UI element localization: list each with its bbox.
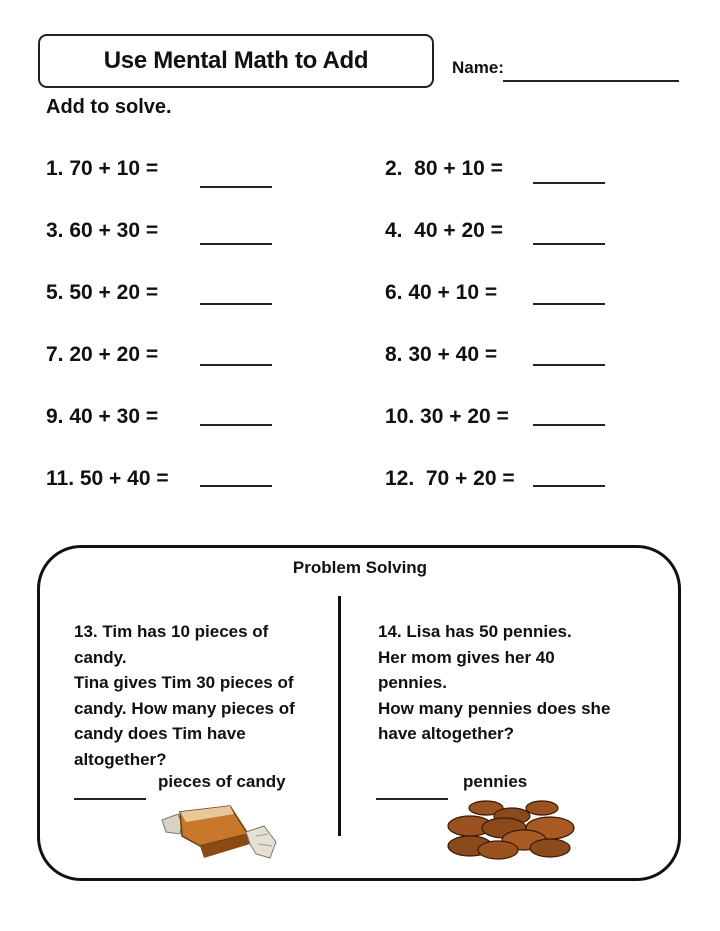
worksheet-title-box [38,34,434,88]
answer-line-7[interactable] [200,364,272,366]
answer-line-4[interactable] [533,243,605,245]
answer-line-8[interactable] [533,364,605,366]
word-problem-14 [378,619,610,747]
problem-10: 10. 30 + 20 = [385,405,509,428]
problem-2: 2. 80 + 10 = [385,157,503,180]
problem-4: 4. 40 + 20 = [385,219,503,242]
problem-3: 3. 60 + 30 = [46,219,159,242]
problem-14-line: have altogether? [378,724,515,743]
answer-line-11[interactable] [200,485,272,487]
unit-label-14: pennies [463,772,528,791]
answer-line-5[interactable] [200,303,272,305]
answer-line-3[interactable] [200,243,272,245]
problem-14-line: pennies. [378,673,447,692]
problem-5: 5. 50 + 20 = [46,281,159,304]
unit-label-13: pieces of candy [158,772,286,791]
instruction-text: Add to solve. [46,96,172,118]
word-problem-13 [74,619,295,772]
problem-13-line: candy. [74,647,127,667]
answer-line-12[interactable] [533,485,605,487]
problem-6: 6. 40 + 10 = [385,281,498,304]
problem-12: 12. 70 + 20 = [385,467,515,490]
problem-13-line: altogether? [74,749,167,769]
wrapped-candy-icon [160,800,280,868]
problem-solving-title-text: Problem Solving [292,558,428,577]
problem-14-line: Her mom gives her 40 [378,647,555,667]
problem-13-line: 13. Tim has 10 pieces of [74,622,269,641]
problem-7: 7. 20 + 20 = [46,343,159,366]
column-divider [338,596,341,836]
problem-13-line: Tina gives Tim 30 pieces of [74,673,294,692]
problem-14-line: How many pennies does she [378,698,611,718]
problem-1: 1. 70 + 10 = [46,157,159,180]
pennies-pile-icon [446,798,578,862]
answer-line-1[interactable] [200,186,272,188]
problem-13-line: candy does Tim have [74,724,246,743]
problem-9: 9. 40 + 30 = [46,405,159,428]
problem-14-line: 14. Lisa has 50 pennies. [378,622,572,641]
problem-8: 8. 30 + 40 = [385,343,498,366]
name-field-line[interactable] [503,80,679,82]
worksheet-title: Use Mental Math to Add [103,47,369,74]
answer-line-10[interactable] [533,424,605,426]
answer-line-2[interactable] [533,182,605,184]
problem-11: 11. 50 + 40 = [46,467,169,490]
name-label: Name: [452,58,504,77]
problem-13-line: candy. How many pieces of [74,698,295,718]
answer-line-14[interactable] [376,798,448,800]
answer-line-13[interactable] [74,798,146,800]
problem-solving-title [0,558,720,578]
answer-line-9[interactable] [200,424,272,426]
answer-line-6[interactable] [533,303,605,305]
